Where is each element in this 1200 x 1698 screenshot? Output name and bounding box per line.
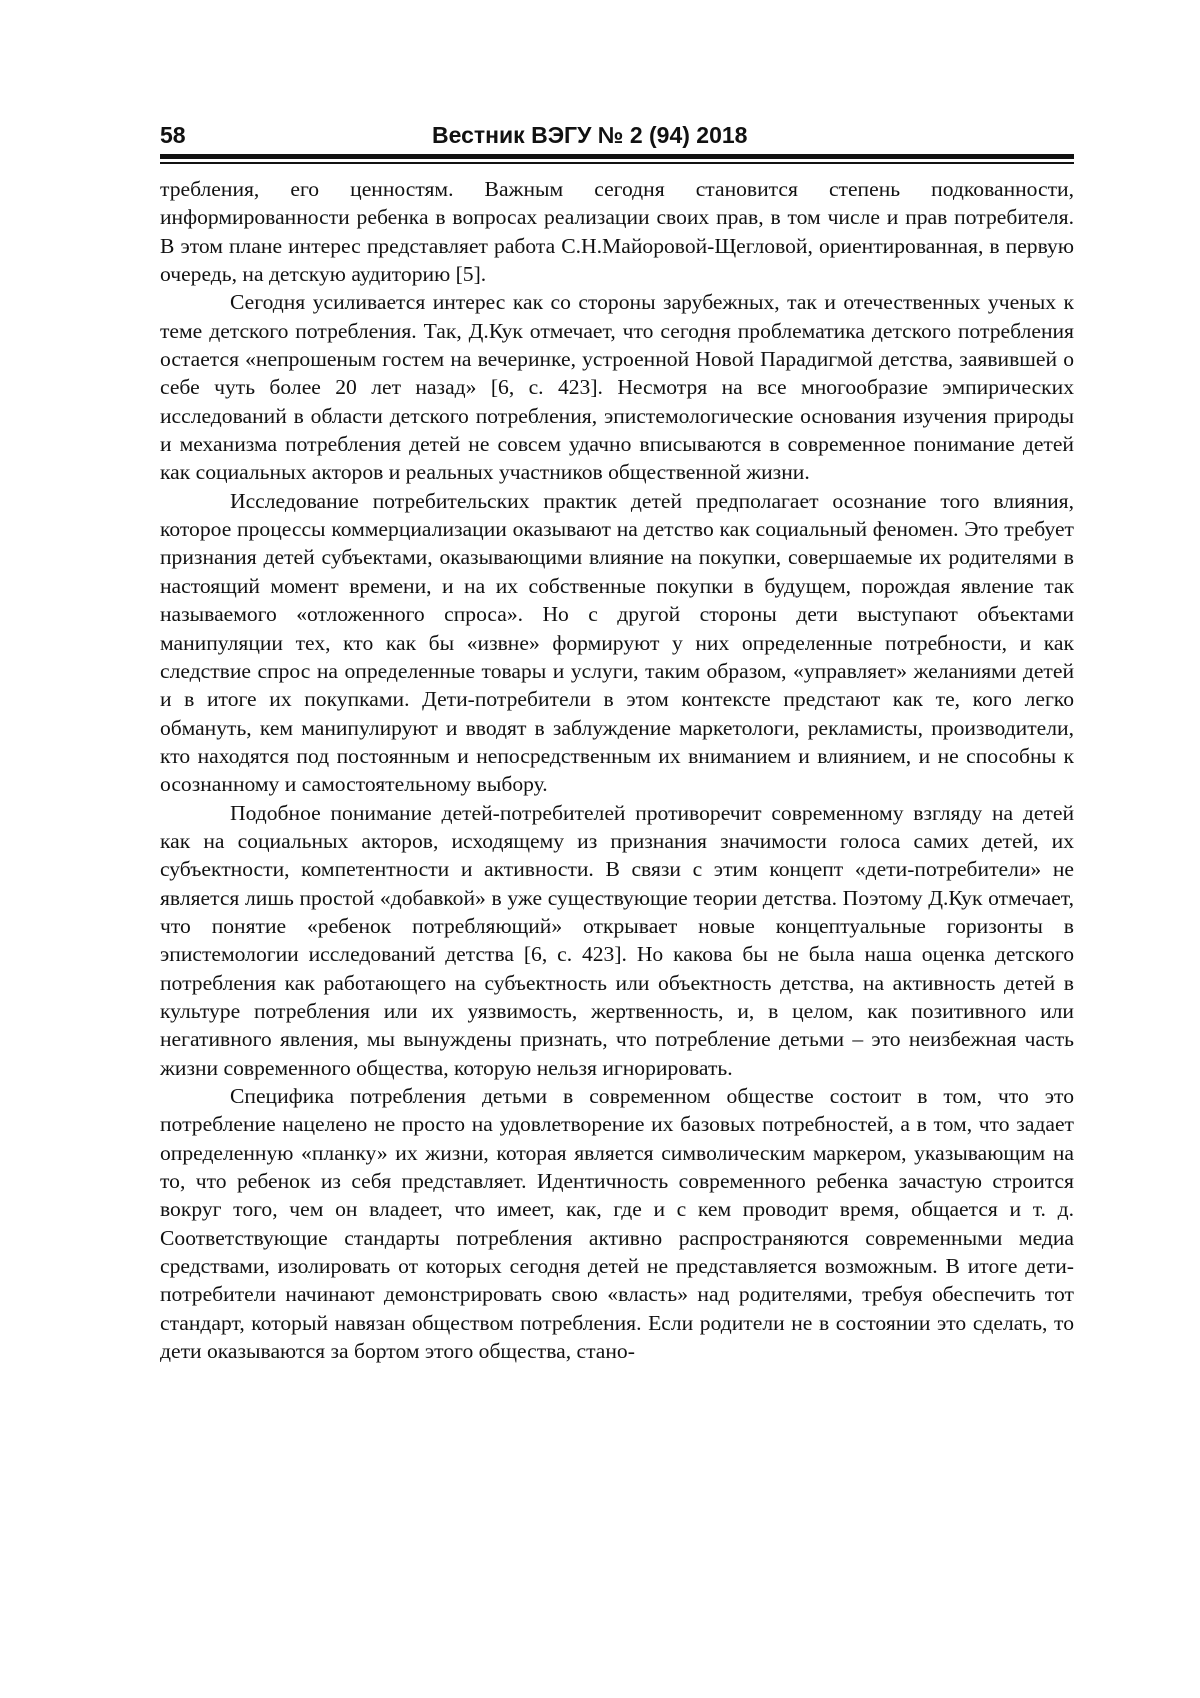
- paragraph: Специфика потребления детьми в современном обществе состоит в том, что это потребление нацелено не просто на удовлетворение их базовых потребностей, а в том, что задает определенную «планку» их жизни, которая является символическим маркером, указывающим на то, что ребенок из себя представляет. Идентичность современного ребенка зачастую строится вокруг того, чем он владеет, что имеет, как, где и с кем проводит время, общается и т. д. Соответствующие стандарты потребления активно распространяются современными медиа средствами, изолировать от которых сегодня детей не представляется возможным. В итоге дети-потребители начинают демонстрировать свою «власть» над родителями, требуя обеспечить тот стандарт, который навязан обществом потребления. Если родители не в состоянии это сделать, то дети оказываются за бортом этого общества, стано-: [160, 1084, 1074, 1364]
- journal-title: Вестник ВЭГУ № 2 (94) 2018: [432, 122, 748, 148]
- paragraph: Исследование потребительских практик детей предполагает осознание того влияния, которое процессы коммерциализации оказывают на детство как социальный феномен. Это требует признания детей субъектами, оказывающими влияние на покупки, совершаемые их родителями в настоящий момент времени, и на их собственные покупки в будущем, порождая явление так называемого «отложенного спроса». Но с другой стороны дети выступают объектами манипуляции тех, кто как бы «извне» формируют у них определенные потребности, и как следствие спрос на определенные товары и услуги, таким образом, «управляет» желаниями детей и в итоге их покупками. Дети-потребители в этом контексте предстают как те, кого легко обмануть, кем манипулируют и вводят в заблуждение маркетологи, рекламисты, производители, кто находятся под постоянным и непосредственным их вниманием и влиянием, и не способны к осознанному и самостоятельному выбору.: [160, 488, 1074, 797]
- paragraph: Сегодня усиливается интерес как со стороны зарубежных, так и отечественных ученых к теме детского потребления. Так, Д.Кук отмечает, что сегодня проблематика детского потребления остается «непрошеным гостем на вечеринке, устроенной Новой Парадигмой детства, заявившей о себе чуть более 20 лет назад» [6, с. 423]. Несмотря на все многообразие эмпирических исследований в области детского потребления, эпистемологические основания изучения природы и механизма потребления детей не совсем удачно вписываются в современное понимание детей как социальных акторов и реальных участников общественной жизни.: [160, 290, 1074, 485]
- header-rule-thick: [160, 154, 1074, 159]
- paragraph-continuation: требления, его ценностям. Важным сегодня становится степень подкованности, информированности ребенка в вопросах реализации своих прав, в том числе и прав потребителя. В этом плане интерес представляет работа С.Н.Майоровой-Щегловой, ориентированная, в первую очередь, на детскую аудиторию [5].: [160, 177, 1074, 287]
- header-rule-thin: [160, 162, 1074, 164]
- paragraph: Подобное понимание детей-потребителей противоречит современному взгляду на детей как на социальных акторов, исходящему из признания значимости голоса самих детей, их субъектности, компетентности и активности. В связи с этим концепт «дети-потребители» не является лишь простой «добавкой» в уже существующие теории детства. Поэтому Д.Кук отмечает, что понятие «ребенок потребляющий» открывает новые концептуальные горизонты в эпистемологии исследований детства [6, с. 423]. Но какова бы не была наша оценка детского потребления как работающего на субъектность или объектность детства, на активность детей в культуре потребления или их уязвимость, жертвенность, и, в целом, как позитивного или негативного явления, мы вынуждены признать, что потребление детьми – это неизбежная часть жизни современного общества, которую нельзя игнорировать.: [160, 800, 1074, 1080]
- article-body: [160, 175, 1074, 1365]
- page-number: 58: [160, 122, 186, 148]
- running-header: [160, 118, 1072, 152]
